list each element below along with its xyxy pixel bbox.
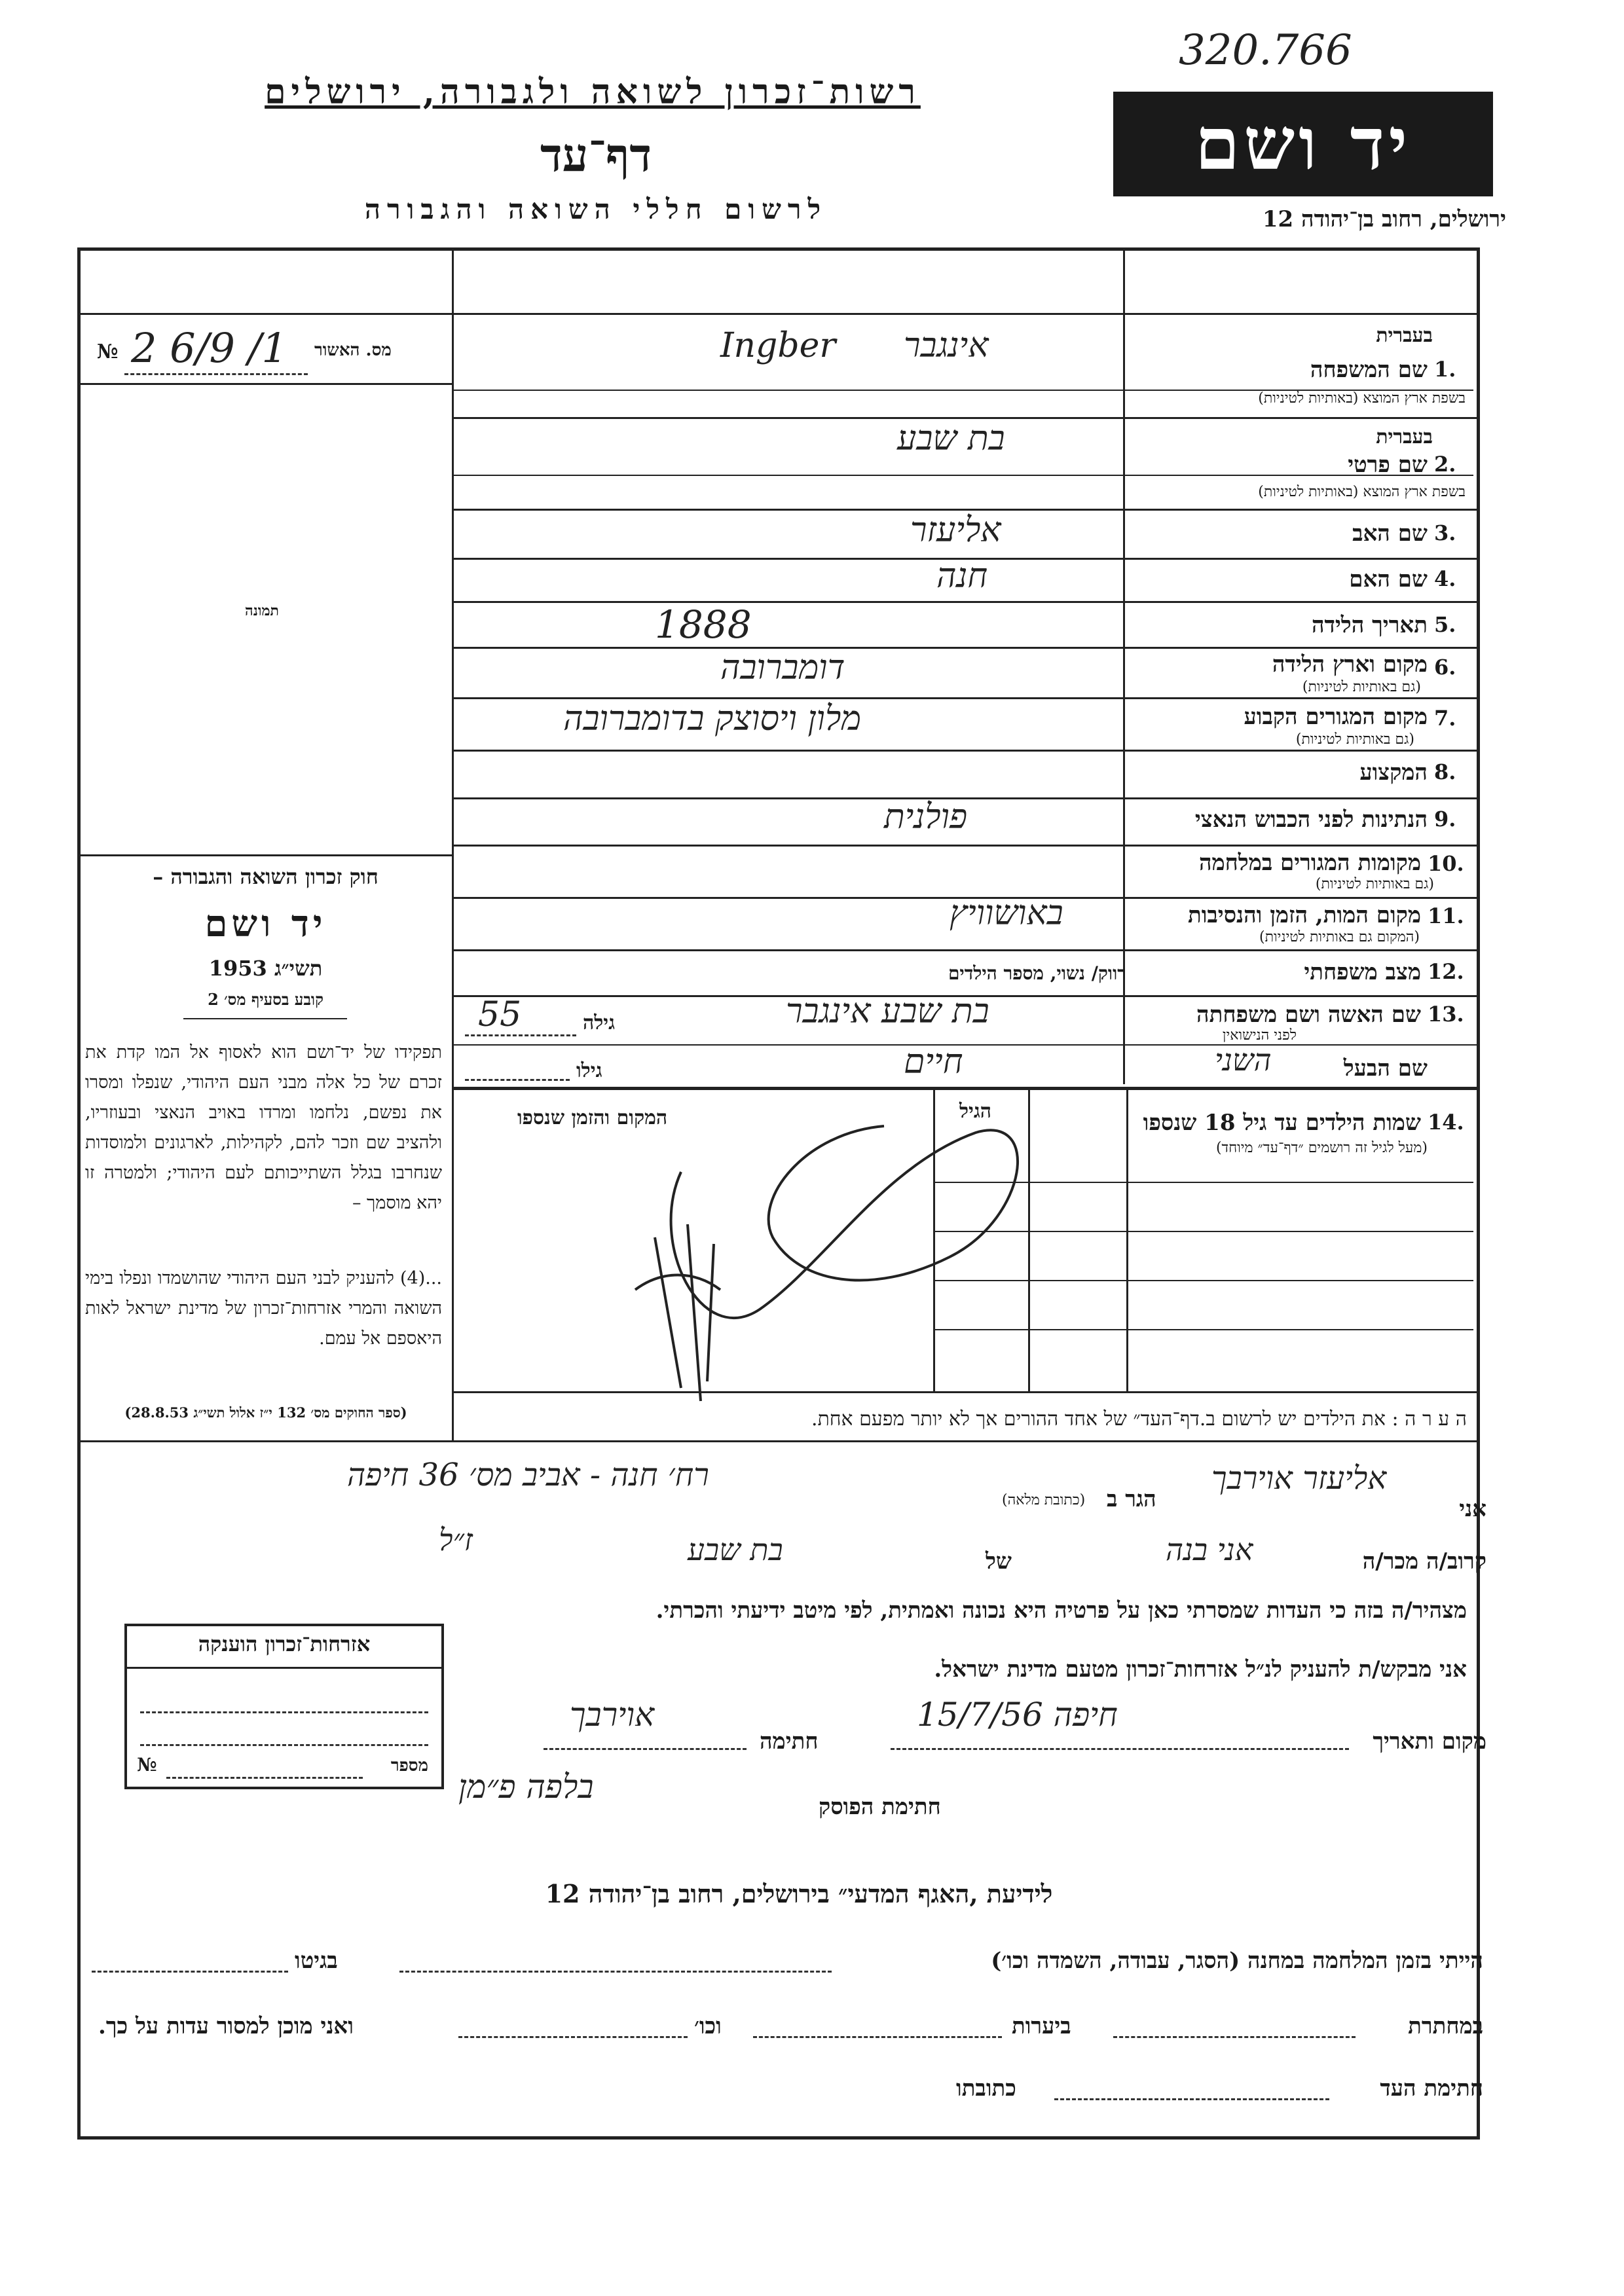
approval-no-symbol: № <box>97 340 119 363</box>
field-4-num: 4. <box>1434 566 1456 591</box>
footer-line2-fill <box>1113 2036 1356 2038</box>
footer-line2-a: במחתרת <box>1408 2013 1483 2039</box>
stamp-number: 320.766 <box>1179 26 1352 75</box>
decl-ani-value: אליעזר אוירבך <box>1211 1460 1387 1497</box>
divider-place <box>1126 1090 1128 1391</box>
citizenship-box <box>124 1624 444 1789</box>
decl-relative-label: קרוב/ה מכר/ה <box>1362 1548 1486 1575</box>
row-line <box>452 845 1477 847</box>
footer-line2-b: ביערות <box>1012 2013 1071 2039</box>
field-4-value-he: חנה <box>936 556 988 596</box>
citizenship-number-label: מספר <box>390 1756 428 1776</box>
approval-bottom <box>77 383 454 385</box>
citizenship-line <box>140 1711 428 1713</box>
field-9-num: 9. <box>1434 807 1456 831</box>
field-2-num: 2. <box>1434 452 1456 477</box>
approval-label: מס. האשור <box>314 340 392 360</box>
field-10-label: מקומות המגורים במלחמה <box>1198 850 1421 876</box>
children-num: 14. <box>1428 1110 1464 1135</box>
decl-resides-value: רח׳ חנה - אביב מס׳ 36 חיפה <box>347 1457 709 1493</box>
row-line <box>452 601 1477 603</box>
field-3-value-he: אליעזר <box>910 511 1001 550</box>
decl-signature-value: אוירבך <box>570 1696 655 1734</box>
field-1-pre: בעברית <box>1376 324 1433 347</box>
children-title: שמות הילדים עד גיל 18 שנספו <box>1143 1110 1421 1136</box>
field-13-label: שם האשה ושם משפחתה <box>1196 1002 1421 1028</box>
footer-line3-b: כתובתו <box>956 2075 1016 2102</box>
field-10-num: 10. <box>1428 851 1464 876</box>
husband-value-extra: השני <box>1215 1042 1272 1078</box>
citizenship-number-line <box>166 1777 363 1779</box>
field-11-sub: (המקום גם באותיות לטיניות) <box>1259 929 1420 945</box>
form-title: דף־עד <box>540 128 652 182</box>
decl-official-label: חתימת הפוסק <box>819 1794 941 1820</box>
husband-label: שם הבעל <box>1343 1055 1428 1082</box>
decl-statement: מצהיר/ה בזה כי העדות שמסרתי כאן על פרטיה היא נכונה ואמתית, לפי מיטב ידיעתי והכרתי. <box>655 1597 1467 1624</box>
law-text-2: ...(4) להעניק לבני העם היהודי שהושמדו ונפלו בימי השואה והמרי אזרחות־זכרון של מדינת ישראל לאות היאספם אל עמם. <box>85 1268 442 1349</box>
field-11-value-he: באושוויץ <box>950 894 1063 933</box>
citizenship-line <box>140 1744 428 1746</box>
field-9-label: הנתינות לפני הכבוש הנאצי <box>1194 807 1428 833</box>
husband-value-he: חיים <box>904 1042 963 1082</box>
field-13-sub: לפני הנישואין <box>1222 1027 1297 1044</box>
decl-ani: אני <box>1459 1496 1486 1522</box>
address: ירושלים, רחוב בן־יהודה 12 <box>1262 206 1506 232</box>
decl-of-value: בת שבע <box>688 1532 783 1567</box>
children-sub: (מעל לגיל זה רושמים ״דף־עד״ מיוחד) <box>1215 1140 1428 1156</box>
top-band-line <box>77 313 1477 315</box>
field-13-age-line <box>465 1034 576 1036</box>
field-12-num: 12. <box>1428 959 1464 984</box>
law-year: תשי״ג 1953 <box>208 956 323 981</box>
field-2-sub: בשפת ארץ המוצא (באותיות לטיניות) <box>1258 484 1466 500</box>
note-bottom <box>77 1440 1477 1442</box>
children-note: ה ע ר ה : את הילדים יש לרשום ב.דף־העד״ של אחד ההורים אך לא יותר מפעם אחת. <box>811 1408 1467 1430</box>
field-11-label: מקום המות, הזמן והנסיבות <box>1187 902 1421 928</box>
field-5-value: 1888 <box>655 602 752 647</box>
footer-line2-fill-2 <box>753 2036 1002 2038</box>
field-13-age-label: גילה <box>583 1011 616 1034</box>
field-13-age-value: 55 <box>478 995 522 1034</box>
yad-vashem-logo <box>1113 92 1493 196</box>
field-8-label: המקצוע <box>1359 759 1428 786</box>
field-7-label: מקום המגורים הקבוע <box>1244 704 1428 730</box>
row-line <box>452 475 1473 476</box>
children-col-place: המקום והזמן שנספו <box>517 1106 668 1129</box>
field-5-label: תאריך הלידה <box>1311 612 1428 638</box>
field-2-label: שם פרטי <box>1348 452 1428 478</box>
field-12-extra: רווק/ נשוי, מספר הילדים <box>948 962 1126 984</box>
field-13-value-he: בת שבע אינגבר <box>786 992 989 1031</box>
field-6-num: 6. <box>1434 655 1456 680</box>
footer-line1-fill-2 <box>92 1971 288 1973</box>
decl-relative-value: אני בנה <box>1166 1532 1253 1567</box>
decl-place-date-value: חיפה 15/7/56 <box>917 1696 1118 1734</box>
row-line <box>452 949 1477 951</box>
row-line <box>452 1044 1477 1046</box>
scribble-strokes <box>635 1224 720 1401</box>
footer-line3-a: חתימת העד <box>1380 2075 1483 2102</box>
field-3-num: 3. <box>1434 520 1456 545</box>
decl-signature-label: חתימה <box>760 1728 819 1755</box>
field-8-num: 8. <box>1434 759 1456 784</box>
husband-age-label: גילו <box>576 1059 602 1082</box>
signature-line <box>544 1748 747 1750</box>
field-7-value-he: מלון ויסוצק בדומברובה <box>563 699 862 738</box>
decl-resides-sub: (כתובת מלאה) <box>1002 1492 1086 1508</box>
approval-line <box>124 373 308 375</box>
row-line <box>452 647 1477 649</box>
field-1-label: שם המשפחה <box>1310 357 1428 383</box>
footer-line2-fill-3 <box>458 2036 688 2038</box>
footer-line1-a: הייתי בזמן המלחמה במחנה (הסגר, עבודה, השמדה וכו׳) <box>991 1948 1483 1974</box>
field-10-sub: (גם באותיות לטיניות) <box>1315 876 1434 892</box>
footer-title: לידיעת ,האגף המדעי״ בירושלים, רחוב בן־יהודה 12 <box>545 1879 1053 1908</box>
footer-line2-c: וכו׳ <box>694 2013 722 2039</box>
decl-place-date-label: מקום ותאריך <box>1373 1728 1486 1755</box>
decl-official-value: בלפה פ״מן <box>458 1768 594 1806</box>
field-7-sub: (גם באותיות לטיניות) <box>1295 731 1414 748</box>
decl-request: אני מבקש/ת להעניק לנ״ל אזרחות־זכרון מטעם מדינת ישראל. <box>934 1656 1467 1683</box>
field-2-pre: בעברית <box>1376 426 1433 448</box>
field-1-num: 1. <box>1434 357 1456 382</box>
field-7-num: 7. <box>1434 706 1456 731</box>
law-section: קובע בסעיף מס׳ 2 <box>208 990 323 1009</box>
footer-line2-d: ואני מוכן למסור עדות על כך. <box>98 2013 354 2039</box>
divider-labels <box>1123 247 1125 1084</box>
field-13-num: 13. <box>1428 1002 1464 1027</box>
field-6-label: מקום וארץ הלידה <box>1272 651 1428 678</box>
field-4-label: שם האם <box>1349 566 1428 592</box>
row-line <box>452 750 1477 752</box>
approval-value: 2 6/9 /1 <box>131 324 287 372</box>
photo-label: תמונה <box>245 602 279 619</box>
form-subtitle: לרשום חללי השואה והגבורה <box>364 193 828 225</box>
law-rule <box>183 1018 347 1019</box>
husband-age-line <box>465 1079 570 1081</box>
law-source: (ספר החוקים מס׳ 132 י״ז אלול תשי״ג 28.8.53) <box>124 1404 407 1421</box>
decl-of-extra: ז״ל <box>439 1522 473 1558</box>
scribble-loop <box>671 1126 1018 1318</box>
footer-line3-fill <box>1054 2098 1329 2100</box>
field-12-label: מצב משפחתי <box>1304 959 1421 985</box>
field-1-value-he: אינגבר <box>904 326 989 365</box>
field-1-sub: בשפת ארץ המוצא (באותיות לטיניות) <box>1258 390 1466 407</box>
footer-line1-b: בגיטו <box>295 1948 338 1974</box>
field-3-label: שם האב <box>1352 520 1428 547</box>
citizenship-title-rule <box>127 1667 441 1669</box>
field-11-num: 11. <box>1428 903 1464 928</box>
law-name: יד ושם <box>204 902 327 945</box>
law-title: חוק זכרון השואה והגבורה – <box>153 864 378 889</box>
field-6-value-he: דומברובה <box>720 648 845 687</box>
decl-of-label: של <box>986 1548 1012 1575</box>
citizenship-title: אזרחות־זכרון הוענקה <box>198 1631 371 1656</box>
field-6-sub: (גם באותיות לטיניות) <box>1302 679 1421 695</box>
field-1-value-latin: Ingber <box>720 326 836 365</box>
field-9-value-he: פולנית <box>884 797 968 837</box>
cross-out-scribble <box>609 1074 1067 1414</box>
place-date-line <box>891 1748 1349 1750</box>
footer-line1-fill <box>399 1971 832 1973</box>
field-5-num: 5. <box>1434 612 1456 637</box>
law-text-1: תפקידו של יד־ושם הוא לאסוף אל המו קדת את זכרם של כל אלה מבני העם היהודי, שנפלו ומסרו את נפשם, נלחמו ומרדו באויב הנאצי ובעוזריו, ולהציב שם וזכר להם, לקהילות, לארגונים ולמוסדות שנחרבו בגלל השתייכותם לעם היהודי; ולמטרה זו יהא מוסמך – <box>85 1042 442 1213</box>
field-2-value-he: בת שבע <box>897 419 1005 458</box>
org-line: רשות־זכרון לשואה ולגבורה, ירושלים <box>265 72 921 112</box>
citizenship-no-symbol: № <box>137 1754 157 1776</box>
decl-resides: הגר ב <box>1107 1486 1156 1512</box>
logo-text: יד ושם <box>1194 101 1412 186</box>
children-col-age: הגיל <box>959 1100 992 1123</box>
photo-bottom <box>77 854 454 856</box>
